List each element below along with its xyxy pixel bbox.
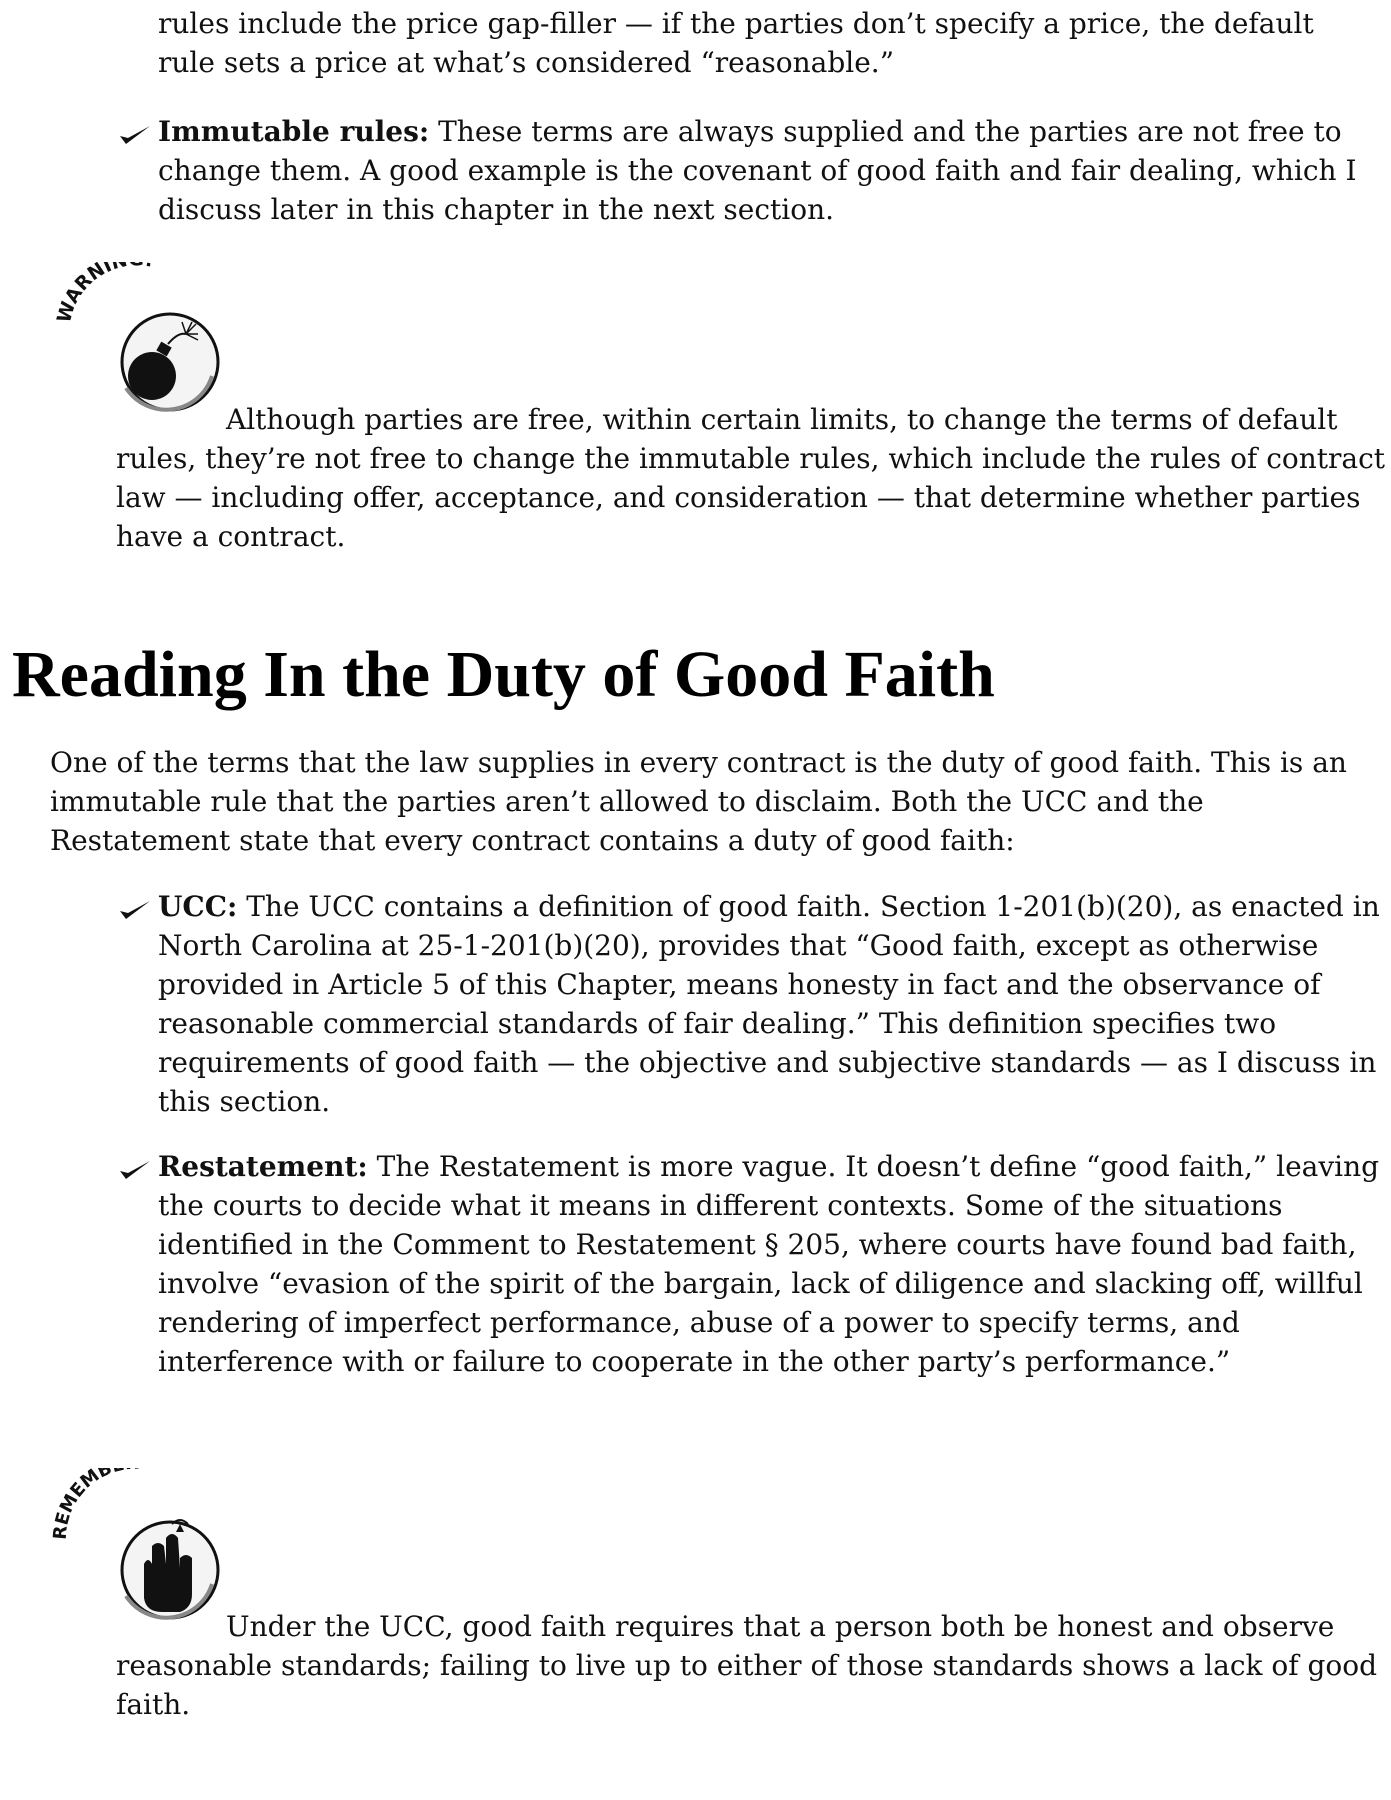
check-bullet-icon	[118, 899, 152, 921]
continuation-paragraph: rules include the price gap-filler — if the parties don’t specify a price, the default rule sets a price at what’s considered “reasonable.”	[158, 7, 1314, 79]
intro-paragraph: One of the terms that the law supplies in every contract is the duty of good faith. This is an immutable rule that the parties aren’t allowed to disclaim. Both the UCC and the Restatement state that every contract contains a duty of good faith:	[50, 746, 1347, 857]
bullet-term: Immutable rules:	[158, 115, 430, 148]
bullet-immutable-rules	[158, 112, 1383, 229]
check-bullet-icon	[118, 1159, 152, 1181]
remember-paragraph: Under the UCC, good faith requires that a person both be honest and observe reasonable standards; failing to live up to either of those standards shows a lack of good faith.	[116, 1610, 1378, 1721]
svg-text:WARNING!	[53, 262, 155, 325]
bullet-term: UCC:	[158, 890, 238, 923]
svg-text:REMEMBER	[52, 1468, 139, 1540]
warning-bomb-icon	[52, 262, 222, 422]
remember-hand-icon	[52, 1468, 222, 1628]
check-bullet-icon	[118, 124, 152, 146]
warning-paragraph: Although parties are free, within certain limits, to change the terms of default rules, they’re not free to change the immutable rules, which include the rules of contract law — including offer, acceptance, and consideration — that determine whether parties have a contract.	[116, 403, 1386, 553]
warning-label: WARNI	[52, 262, 116, 326]
bullet-text: The Restatement is more vague. It doesn’t define “good faith,” leaving the courts to decide what it means in different contexts. Some of the situations identified in the Comment to Restatement § 205, where courts have found bad faith, involve “evasion of the spirit of the bargain, lack of diligence and slacking off, willful rendering of imperfect performance, abuse of a power to specify terms, and interference with or failure to cooperate in the other party’s performance.”	[158, 1150, 1380, 1378]
bullet-term: Restatement:	[158, 1150, 368, 1183]
bullet-text: These terms are always supplied and the parties are not free to change them. A good example is the covenant of good faith and fair dealing, which I discuss later in this chapter in the next section.	[158, 115, 1357, 226]
bullet-restatement	[158, 1147, 1383, 1381]
bullet-text: The UCC contains a definition of good faith. Section 1-201(b)(20), as enacted in North Carolina at 25-1-201(b)(20), provides that “Good faith, except as otherwise provided in Article 5 of this Chapter, means honesty in fact and the observance of reasonable commercial standards of fair dealing.” This definition specifies two requirements of good faith — the objective and subjective standards — as I discuss in this section.	[158, 890, 1380, 1118]
section-heading: Reading In the Duty of Good Faith	[12, 638, 995, 711]
remember-label: EMEMB	[52, 1468, 116, 1528]
bullet-ucc	[158, 887, 1383, 1121]
